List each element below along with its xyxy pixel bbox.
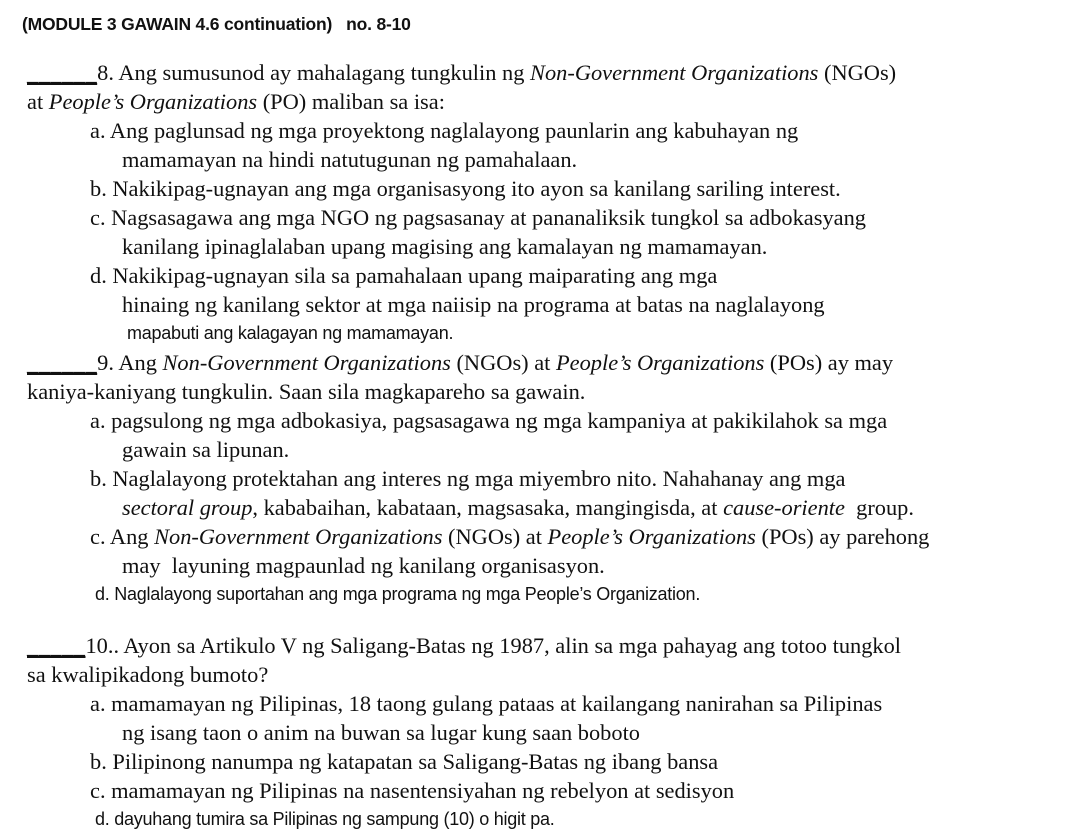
option-c-line[interactable] <box>0 203 1072 232</box>
emphasis-text: Non-Government Organizations <box>154 524 443 549</box>
text-run: may layuning magpaunlad ng kanilang organisasyon. <box>122 553 605 578</box>
option-d-line[interactable] <box>0 261 1072 290</box>
text-run: 10.. Ayon sa Artikulo V ng Saligang-Batas ng 1987, alin sa mga pahayag ang totoo tungkol <box>85 633 902 658</box>
emphasis-text: sectoral group <box>122 495 253 520</box>
text-run: (PO) maliban sa isa: <box>257 89 445 114</box>
text-run: (POs) ay parehong <box>755 524 930 549</box>
question-list <box>0 58 1072 834</box>
text-run: group. <box>844 495 914 520</box>
question-9 <box>0 348 1072 609</box>
option-b-line[interactable] <box>0 174 1072 203</box>
option-a-line[interactable] <box>0 116 1072 145</box>
option-a-wrap-line[interactable] <box>0 435 1072 464</box>
text-run: c. Nagsasagawa ang mga NGO ng pagsasanay at pananaliksik tungkol sa adbokasyang <box>90 205 866 230</box>
text-run: gawain sa lipunan. <box>122 437 290 462</box>
option-c-wrap-line[interactable] <box>0 551 1072 580</box>
text-run: mamamayan na hindi natutugunan ng pamahalaan. <box>122 147 578 172</box>
text-run: (NGOs) <box>818 60 897 85</box>
text-run: (NGOs) at <box>442 524 548 549</box>
text-run: 8. Ang sumusunod ay mahalagang tungkulin ng <box>97 60 531 85</box>
text-run: 9. Ang <box>97 350 163 375</box>
option-d-line[interactable] <box>0 805 1072 834</box>
emphasis-text: People’s Organizations <box>48 89 258 114</box>
question-10 <box>0 631 1072 834</box>
question-stem-wrap-line <box>0 377 1072 406</box>
text-run: d. Naglalayong suportahan ang mga programa ng mga People’s Organization. <box>95 584 701 604</box>
question-stem-line <box>0 631 1072 660</box>
text-run: b. Naglalayong protektahan ang interes ng mga miyembro nito. Nahahanay ang mga <box>90 466 846 491</box>
header-item-range: no. 8-10 <box>346 14 411 34</box>
question-stem-wrap-line <box>0 87 1072 116</box>
option-a-line[interactable] <box>0 406 1072 435</box>
text-run: (POs) ay may <box>764 350 894 375</box>
text-run: b. Nakikipag-ugnayan ang mga organisasyong ito ayon sa kanilang sariling interest. <box>90 176 841 201</box>
answer-blank[interactable]: _____ <box>27 633 86 658</box>
option-d-wrap-line[interactable] <box>0 290 1072 319</box>
block-spacer <box>0 609 1072 631</box>
emphasis-text: People’s Organizations <box>555 350 765 375</box>
option-a-line[interactable] <box>0 689 1072 718</box>
question-stem-line <box>0 58 1072 87</box>
text-run: a. mamamayan ng Pilipinas, 18 taong gulang pataas at kailangang nanirahan sa Pilipinas <box>90 691 883 716</box>
text-run: ng isang taon o anim na buwan sa lugar kung saan boboto <box>122 720 640 745</box>
text-run: d. dayuhang tumira sa Pilipinas ng sampung (10) o higit pa. <box>95 809 555 829</box>
option-b-line[interactable] <box>0 464 1072 493</box>
text-run: hinaing ng kanilang sektor at mga naiisip na programa at batas na naglalayong <box>122 292 825 317</box>
question-8 <box>0 58 1072 348</box>
text-run: d. Nakikipag-ugnayan sila sa pamahalaan upang maiparating ang mga <box>90 263 718 288</box>
answer-blank[interactable]: ______ <box>27 60 98 85</box>
option-a-wrap-line[interactable] <box>0 145 1072 174</box>
text-run: kanilang ipinaglalaban upang magising ang kamalayan ng mamamayan. <box>122 234 768 259</box>
text-run: sa kwalipikadong bumoto? <box>27 662 269 687</box>
answer-blank[interactable]: ______ <box>27 350 98 375</box>
text-run: kaniya-kaniyang tungkulin. Saan sila magkapareho sa gawain. <box>27 379 586 404</box>
text-run: c. mamamayan ng Pilipinas na nasentensiyahan ng rebelyon at sedisyon <box>90 778 735 803</box>
text-run: a. Ang paglunsad ng mga proyektong naglalayong paunlarin ang kabuhayan ng <box>90 118 799 143</box>
emphasis-text: cause-oriente <box>723 495 845 520</box>
option-a-wrap-line[interactable] <box>0 718 1072 747</box>
option-b-wrap-line[interactable] <box>0 493 1072 522</box>
text-run: at <box>27 89 49 114</box>
emphasis-text: People’s Organizations <box>547 524 756 549</box>
option-c-line[interactable] <box>0 776 1072 805</box>
option-c-line[interactable] <box>0 522 1072 551</box>
emphasis-text: Non-Government Organizations <box>530 60 819 85</box>
question-stem-wrap-line <box>0 660 1072 689</box>
text-run: c. Ang <box>90 524 155 549</box>
option-b-line[interactable] <box>0 747 1072 776</box>
emphasis-text: Non-Government Organizations <box>162 350 451 375</box>
option-c-wrap-line[interactable] <box>0 232 1072 261</box>
option-d-tail-line[interactable]: mapabuti ang kalagayan ng mamamayan. <box>127 323 454 343</box>
text-run: b. Pilipinong nanumpa ng katapatan sa Saligang-Batas ng ibang bansa <box>90 749 719 774</box>
text-run: (NGOs) at <box>450 350 556 375</box>
option-d-line[interactable] <box>0 580 1072 609</box>
text-run: a. pagsulong ng mga adbokasiya, pagsasagawa ng mga kampaniya at pakikilahok sa mga <box>90 408 888 433</box>
text-run: , kababaihan, kabataan, magsasaka, mangingisda, at <box>252 495 724 520</box>
header-title: (MODULE 3 GAWAIN 4.6 continuation) <box>22 14 333 34</box>
document-header <box>22 14 411 35</box>
question-stem-line <box>0 348 1072 377</box>
